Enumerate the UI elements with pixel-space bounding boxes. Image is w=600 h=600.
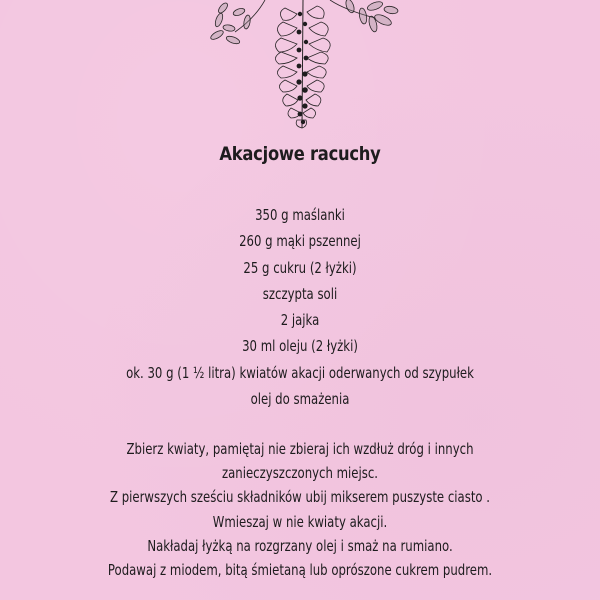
ingredient-item: 350 g maślanki (255, 206, 345, 224)
ingredient-item: 25 g cukru (2 łyżki) (243, 258, 357, 277)
left-leaves (209, 0, 265, 45)
recipe-title: Akacjowe racuchy (219, 143, 381, 165)
right-leaves (330, 0, 399, 33)
ingredient-item: ok. 30 g (1 ½ litra) kwiatów akacji oderwanych od szypułek (126, 363, 474, 382)
ingredients-list (0, 202, 600, 412)
instructions-block (0, 437, 600, 582)
instruction-line: Z pierwszych sześciu składników ubij mikserem puszyste ciasto . (109, 488, 491, 507)
instruction-line: zanieczyszczonych miejsc. (221, 464, 379, 483)
instruction-line: Wmieszaj w nie kwiaty akacji. (212, 512, 388, 531)
ingredient-item: szczypta soli (262, 284, 338, 303)
instruction-line: Podawaj z miodem, bitą śmietaną lub oprószone cukrem pudrem. (107, 560, 493, 579)
ingredient-item: olej do smażenia (250, 390, 350, 409)
ingredient-item: 260 g mąki pszennej (239, 232, 361, 251)
ingredient-item: 2 jajka (280, 311, 320, 330)
ingredient-item: 30 ml oleju (2 łyżki) (242, 337, 358, 356)
instruction-line: Nakładaj łyżką na rozgrzany olej i smaż na rumiano. (147, 536, 453, 555)
acacia-flower-cluster-icon (205, 0, 400, 135)
instruction-line: Zbierz kwiaty, pamiętaj nie zbieraj ich wzdłuż dróg i innych (126, 440, 474, 458)
